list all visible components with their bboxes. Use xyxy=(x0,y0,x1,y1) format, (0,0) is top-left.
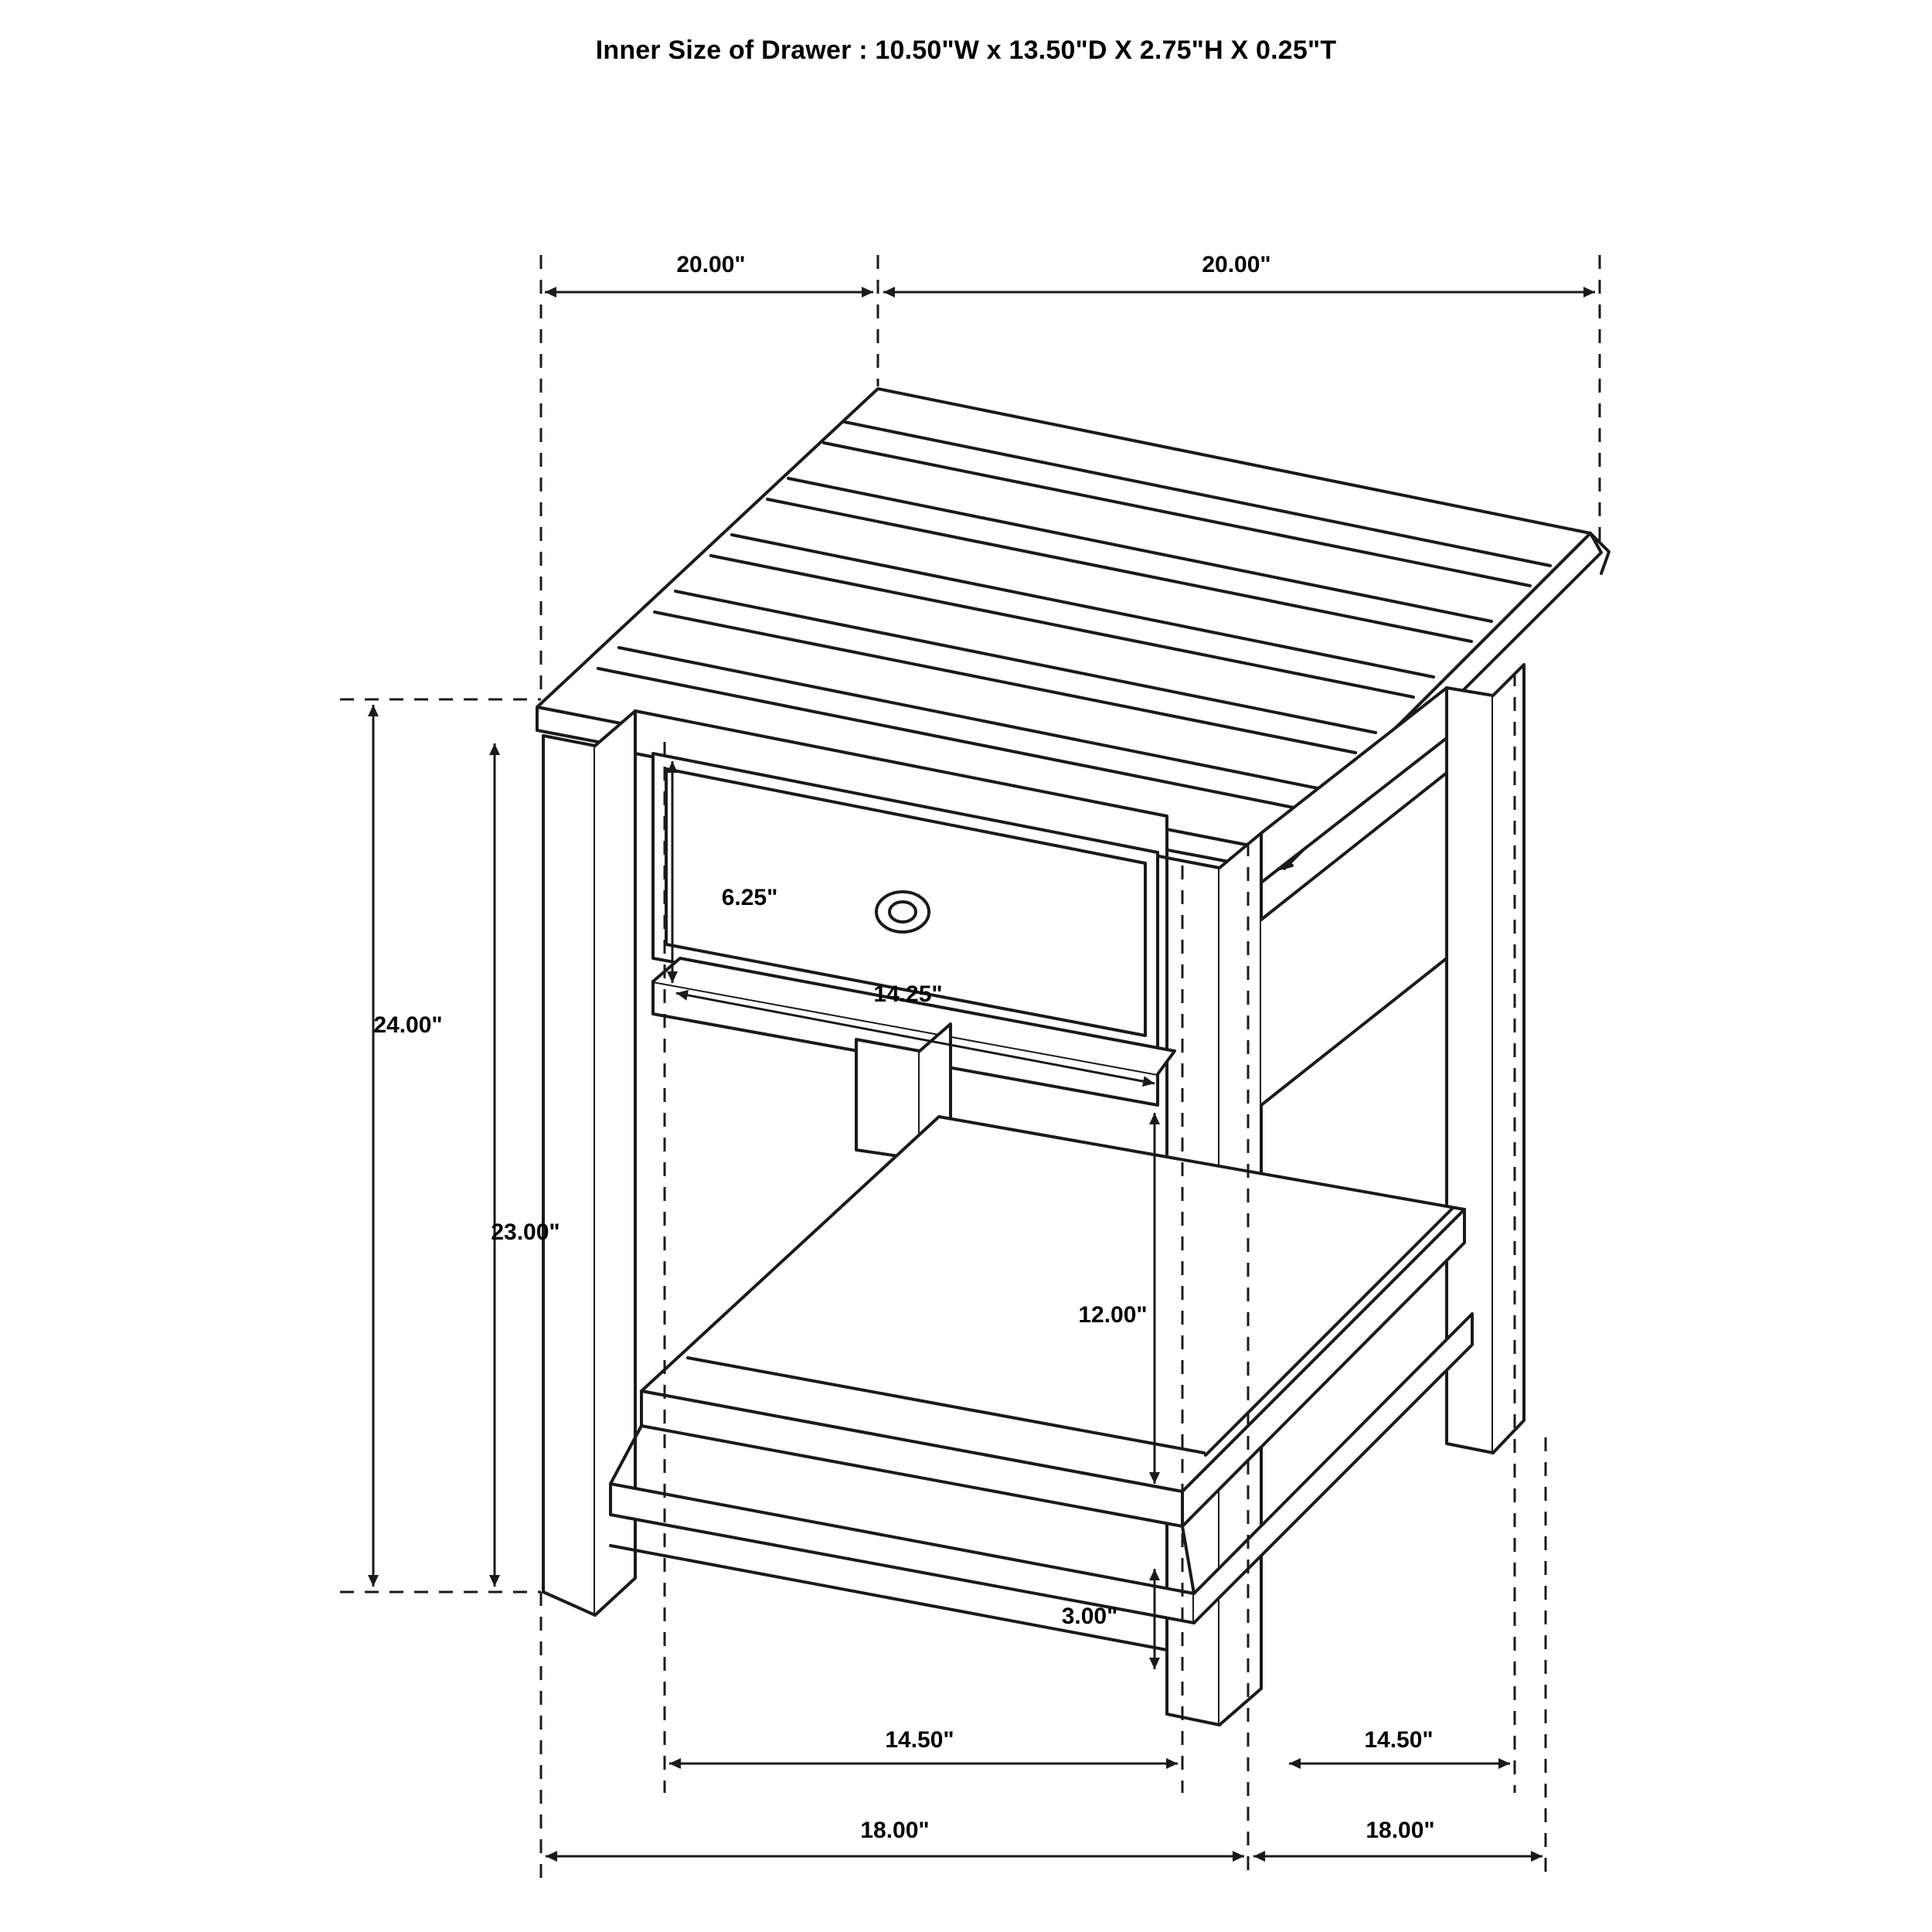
dim-label-base-right: 14.50" xyxy=(1364,1727,1434,1753)
dim-label-shelf-clearance: 12.00" xyxy=(1078,1302,1148,1328)
dim-label-bottom-rail: 3.00" xyxy=(1061,1604,1118,1629)
dim-label-top-left: 20.00" xyxy=(676,252,746,277)
dim-label-base-left: 14.50" xyxy=(885,1727,954,1753)
dim-label-leg-span-left: 18.00" xyxy=(860,1818,930,1843)
dim-label-apron-height: 23.00" xyxy=(491,1219,560,1245)
dim-label-drawer-height: 6.25" xyxy=(721,885,778,910)
dim-label-drawer-width: 14.25" xyxy=(873,981,943,1007)
dim-label-leg-span-right: 18.00" xyxy=(1366,1818,1435,1843)
dim-label-overall-height: 24.00" xyxy=(373,1012,443,1038)
dim-label-top-right: 20.00" xyxy=(1202,252,1271,277)
table-geometry xyxy=(537,389,1609,1725)
page-title: Inner Size of Drawer : 10.50"W x 13.50"D X 2.75"H X 0.25"T xyxy=(595,36,1337,65)
